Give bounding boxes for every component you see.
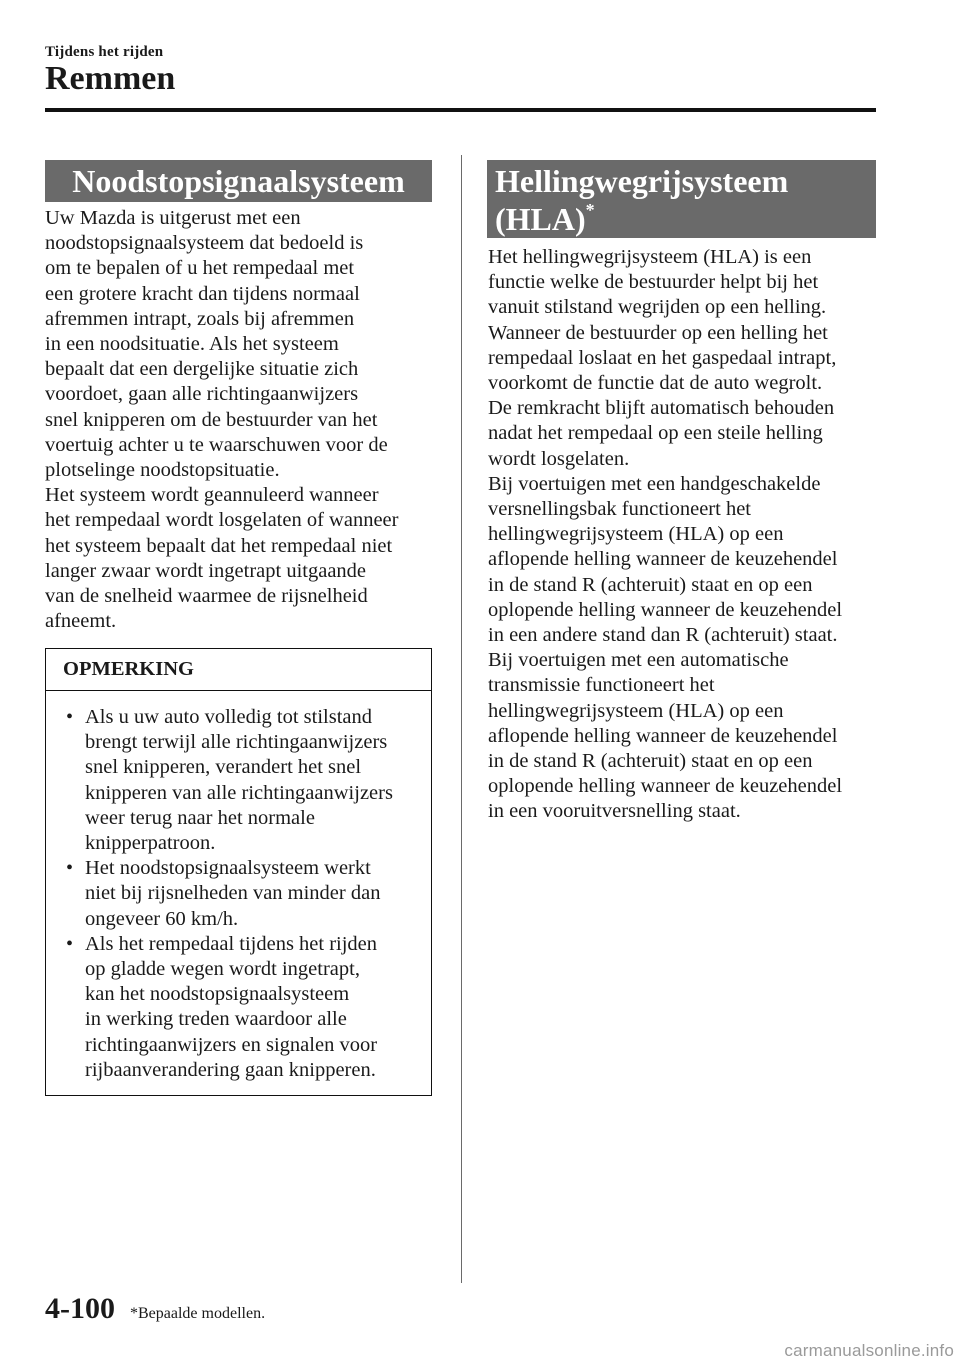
note-item bbox=[64, 856, 393, 932]
note-box bbox=[45, 648, 432, 1096]
text-line: aflopende helling wanneer de keuzehendel bbox=[488, 548, 838, 571]
text-line: afremmen intrapt, zoals bij afremmen bbox=[45, 307, 355, 330]
bullet-icon: • bbox=[66, 932, 74, 955]
text-line: in een noodsituatie. Als het systeem bbox=[45, 333, 339, 356]
text-line: Als het rempedaal tijdens het rijden bbox=[85, 932, 378, 955]
text-line: wordt losgelaten. bbox=[488, 447, 630, 470]
text-line: Wanneer de bestuurder op een helling het bbox=[488, 321, 828, 344]
text-line: in de stand R (achteruit) staat en op een bbox=[488, 750, 813, 773]
header-rule bbox=[45, 108, 876, 112]
text-line: Het hellingwegrijsysteem (HLA) is een bbox=[488, 246, 812, 268]
text-line: rempedaal loslaat en het gaspedaal intrapt, bbox=[488, 346, 837, 369]
text-line: van de snelheid waarmee de rijsnelheid bbox=[45, 585, 368, 608]
text-line: oplopende helling wanneer de keuzehendel bbox=[488, 775, 843, 798]
text-line: Uw Mazda is uitgerust met een bbox=[45, 207, 301, 229]
text-line: afneemt. bbox=[45, 610, 117, 633]
heading-line: Hellingwegrijsysteem bbox=[495, 163, 789, 199]
text-line: in de stand R (achteruit) staat en op een bbox=[488, 573, 813, 596]
text-line: snel knipperen om de bestuurder van het bbox=[45, 408, 378, 431]
footnote: *Bepaalde modellen. bbox=[130, 1305, 266, 1322]
text-line: brengt terwijl alle richtingaanwijzers bbox=[85, 731, 388, 754]
bullet-icon: • bbox=[66, 857, 74, 880]
left-paragraph bbox=[45, 206, 398, 634]
text-line: oplopende helling wanneer de keuzehendel bbox=[488, 598, 843, 621]
text-line: versnellingsbak functioneert het bbox=[488, 498, 751, 521]
section-label: Tijdens het rijden bbox=[45, 44, 164, 60]
text-line: transmissie functioneert het bbox=[488, 674, 715, 697]
text-line: voordoet, gaan alle richtingaanwijzers bbox=[45, 383, 359, 406]
text-line: een grotere kracht dan tijdens normaal bbox=[45, 282, 360, 305]
text-line: het systeem bepaalt dat het rempedaal niet bbox=[45, 534, 393, 557]
text-line: bepaalt dat een dergelijke situatie zich bbox=[45, 358, 359, 381]
text-line: weer terug naar het normale bbox=[85, 806, 315, 829]
text-line: voorkomt de functie dat de auto wegrolt. bbox=[488, 372, 823, 395]
text-line: voertuig achter u te waarschuwen voor de bbox=[45, 433, 388, 456]
text-line: aflopende helling wanneer de keuzehendel bbox=[488, 724, 838, 747]
text-line: in werking treden waardoor alle bbox=[85, 1008, 347, 1031]
text-line: knipperen van alle richtingaanwijzers bbox=[85, 781, 393, 804]
text-line: nadat het rempedaal op een steile helling bbox=[488, 422, 823, 445]
text-line: Bij voertuigen met een automatische bbox=[488, 649, 789, 672]
text-line: niet bij rijsnelheden van minder dan bbox=[85, 882, 381, 905]
note-title: OPMERKING bbox=[46, 649, 431, 691]
text-line: op gladde wegen wordt ingetrapt, bbox=[85, 958, 360, 981]
text-line: Het noodstopsignaalsysteem werkt bbox=[85, 857, 371, 880]
heading-line bbox=[495, 200, 876, 238]
text-line: om te bepalen of u het rempedaal met bbox=[45, 257, 355, 280]
text-line: plotselinge noodstopsituatie. bbox=[45, 459, 280, 482]
text-line: hellingwegrijsysteem (HLA) op een bbox=[488, 699, 784, 722]
text-line: richtingaanwijzers en signalen voor bbox=[85, 1033, 378, 1056]
footnote-mark: * bbox=[585, 200, 595, 220]
text-line: in een andere stand dan R (achteruit) staat. bbox=[488, 624, 838, 647]
heading-abbreviation: (HLA) bbox=[495, 201, 586, 237]
text-line: rijbaanverandering gaan knipperen. bbox=[85, 1058, 376, 1081]
right-section-heading bbox=[487, 160, 876, 238]
text-line: in een vooruitversnelling staat. bbox=[488, 800, 741, 823]
text-line: knipperpatroon. bbox=[85, 832, 216, 855]
watermark-text: carmanualsonline.info bbox=[784, 1341, 954, 1360]
text-line: snel knipperen, verandert het snel bbox=[85, 756, 362, 779]
column-divider bbox=[461, 155, 462, 1283]
text-line: noodstopsignaalsysteem dat bedoeld is bbox=[45, 232, 364, 255]
note-item bbox=[64, 705, 393, 856]
bullet-icon: • bbox=[66, 706, 74, 728]
text-line: ongeveer 60 km/h. bbox=[85, 907, 239, 930]
note-item bbox=[64, 932, 393, 1083]
text-line: het rempedaal wordt losgelaten of wanneer bbox=[45, 509, 399, 532]
text-line: Bij voertuigen met een handgeschakelde bbox=[488, 472, 821, 495]
text-line: functie welke de bestuurder helpt bij het bbox=[488, 271, 819, 294]
text-line: Het systeem wordt geannuleerd wanneer bbox=[45, 484, 379, 507]
note-list bbox=[64, 705, 393, 1083]
right-paragraph bbox=[488, 245, 842, 825]
text-line: De remkracht blijft automatisch behouden bbox=[488, 397, 835, 420]
page-title: Remmen bbox=[45, 60, 176, 97]
page-number: 4-100 bbox=[45, 1292, 115, 1325]
text-line: hellingwegrijsysteem (HLA) op een bbox=[488, 523, 784, 546]
text-line: Als u uw auto volledig tot stilstand bbox=[85, 706, 372, 728]
text-line: kan het noodstopsignaalsysteem bbox=[85, 983, 350, 1006]
text-line: vanuit stilstand wegrijden op een helling. bbox=[488, 296, 827, 319]
left-section-heading: Noodstopsignaalsysteem bbox=[45, 160, 432, 202]
text-line: langer zwaar wordt ingetrapt uitgaande bbox=[45, 559, 367, 582]
